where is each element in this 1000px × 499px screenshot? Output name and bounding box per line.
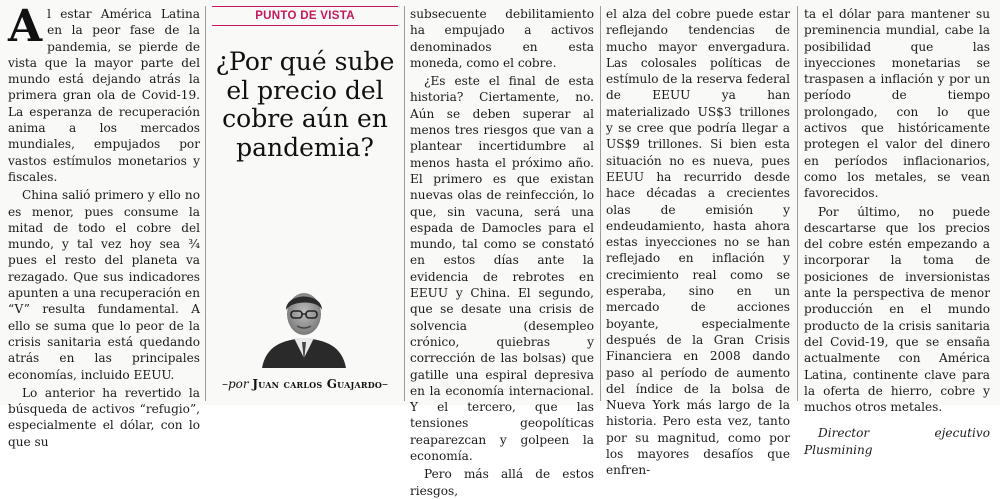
author-name: Juan carlos Guajardo <box>252 377 383 391</box>
article-column-3 <box>606 6 790 478</box>
column-rule <box>600 6 601 401</box>
byline: –por Juan carlos Guajardo– <box>221 377 389 391</box>
paragraph: ¿Es este el final de esta historia? Ciertamente, no. Aún se deben superar al menos tres riesgos que van a plantear incertidumbre al menos hasta el próximo año. El primero es que existan nuevas olas de reinfección, lo que, sin vacuna, será una espada de Damocles para el mundo, tal como se constató en estos días ante la evidencia de rebrotes en EEUU y China. El segundo, que se desate una crisis de solvencia (desempleo crónico, quiebras y corrección de las bolsas) que gatille una espiral depresiva en la economía internacional. Y el tercero, que las tensiones geopolíticas reaparezcan y golpeen la economía. <box>410 74 594 464</box>
author-signature: Director ejecutivo Plusmining <box>804 426 990 457</box>
paragraph: el alza del cobre puede estar reflejando tendencias de mucho mayor envergadura. Las colosales políticas de estímulo de la reserva federal de EEUU ya han materializado US$3 trillones y se cree que podría llegar a US$9 trillones. Si bien esta situación no es nueva, pues EEUU ha recurrido desde hace décadas a crecientes olas de emisión y endeudamiento, hasta ahora estas inyecciones no se han reflejado en inflación y crecimiento real como se esperaba, sino en un mercado de acciones boyante, especialmente después de la Gran Crisis Financiera en 2008 dando paso al período de aumento del índice de la bolsa de Nueva York más largo de la historia. Pero esta vez, tanto por su magnitud, como por los mayores desafíos que enfren- <box>606 7 790 478</box>
author-portrait <box>256 282 352 368</box>
paragraph: Por último, no puede descartarse que los precios del cobre estén empezando a incorporar la toma de posiciones de inversionistas ante la perspectiva de menor producción en el mundo producto de la crisis sanitaria del Covid-19, que se ensaña actualmente con América Latina, continente clave para la oferta de hierro, cobre y muchos otros metales. <box>804 204 990 415</box>
article-headline: ¿Por qué sube el precio del cobre aún en pandemia? <box>215 47 395 162</box>
article-column-2 <box>410 6 594 498</box>
paragraph: subsecuente debilitamiento ha empujado a activos denominados en esta moneda, como el cobre. <box>410 7 594 70</box>
paragraph: ta el dólar para mantener su preminencia mundial, cabe la posibilidad que las inyecciones monetarias se traspasen a inflación y por un período de tiempo prolongado, con lo que activos que históricamente protegen el valor del dinero en períodos inflacionarios, como los metales, se vean favorecidos. <box>804 7 990 201</box>
paragraph: Al estar América Latina en la peor fase de la pandemia, se pierde de vista que la mayor parte del mundo está dejando atrás la primera gran ola de Covid-19. La esperanza de recuperación anima a los mercados mundiales, empujados por vastos estímulos monetarios y fiscales. <box>8 1 200 184</box>
section-kicker: PUNTO DE VISTA <box>212 6 398 26</box>
article-column-1 <box>8 1 200 449</box>
drop-cap: A <box>8 1 43 52</box>
column-rule <box>404 6 405 401</box>
column-rule <box>205 6 206 401</box>
article-column-4 <box>804 6 990 457</box>
paragraph: Lo anterior ha revertido la búsqueda de activos “refugio”, especialmente el dólar, con lo que su <box>8 385 200 449</box>
paragraph: Pero más allá de estos riesgos, <box>410 467 594 498</box>
column-rule <box>797 6 798 401</box>
paragraph: China salió primero y ello no es menor, pues consume la mitad de todo el cobre del mundo, y tal vez hoy sea ¾ pues el resto del planeta va rezagado. Que sus indicadores apunten a una recuperación en “V” resulta fundamental. A ello se suma que lo peor de la crisis sanitaria está quedando atrás en las principales economías, incluido EEUU. <box>8 188 200 382</box>
